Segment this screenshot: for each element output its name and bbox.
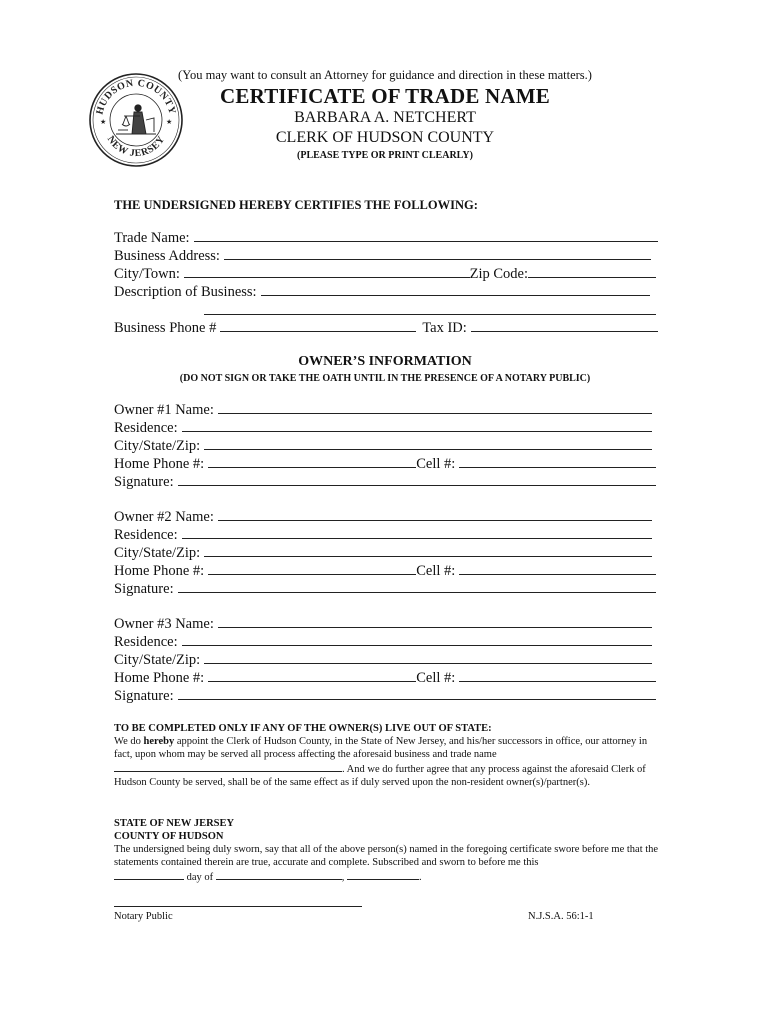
owners-heading: OWNER’S INFORMATION: [298, 354, 472, 369]
business-address-field[interactable]: [224, 246, 651, 260]
oath-day-blank[interactable]: [114, 869, 184, 880]
trade-name-row: [114, 228, 658, 246]
description-row: [114, 282, 650, 300]
hereby-emphasis: hereby: [143, 736, 175, 747]
owner-1-cell-label: Cell #:: [416, 456, 456, 472]
business-address-row: [114, 246, 651, 264]
owner-3-signature-label: Signature:: [114, 688, 174, 704]
svg-text:★: ★: [100, 118, 107, 126]
owner-1-residence-field[interactable]: [182, 418, 652, 432]
description-field[interactable]: [261, 282, 650, 296]
owner-3-signature-row: [114, 686, 656, 704]
business-phone-field[interactable]: [220, 318, 416, 332]
business-address-label: Business Address:: [114, 248, 220, 264]
clerk-title: CLERK OF HUDSON COUNTY: [275, 129, 495, 146]
owner-2-home-phone-label: Home Phone #:: [114, 563, 205, 579]
owner-3-cell-label: Cell #:: [416, 670, 456, 686]
oath-state: STATE OF NEW JERSEY: [114, 818, 235, 829]
oath-date-line: [114, 869, 660, 884]
print-instruction: (PLEASE TYPE OR PRINT CLEARLY): [297, 150, 473, 161]
owner-3-residence-label: Residence:: [114, 634, 178, 650]
owner-2-cell-label: Cell #:: [416, 563, 456, 579]
oath-day-of: day of: [184, 872, 216, 883]
owner-3-home-phone-label: Home Phone #:: [114, 670, 205, 686]
owner-1-name-label: Owner #1 Name:: [114, 402, 214, 418]
owner-3-name-field[interactable]: [218, 614, 652, 628]
zip-code-label: Zip Code:: [469, 266, 528, 282]
phone-tax-row: [114, 318, 658, 336]
owner-3-residence-field[interactable]: [182, 632, 652, 646]
owner-2-cell-field[interactable]: [459, 561, 656, 575]
oath-county: COUNTY OF HUDSON: [114, 831, 224, 842]
owner-2-residence-row: [114, 525, 652, 543]
description-field-line-2[interactable]: [204, 314, 656, 315]
owner-3-cell-field[interactable]: [459, 668, 656, 682]
owner-1-signature-field[interactable]: [178, 472, 656, 486]
tax-id-field[interactable]: [471, 318, 658, 332]
oath-period: .: [419, 872, 422, 883]
owner-2-city-field[interactable]: [204, 543, 652, 557]
notary-warning: (DO NOT SIGN OR TAKE THE OATH UNTIL IN THE PRESENCE OF A NOTARY PUBLIC): [179, 373, 591, 384]
owner-1-residence-label: Residence:: [114, 420, 178, 436]
out-of-state-text: [114, 735, 660, 789]
owner-2-home-phone-field[interactable]: [208, 561, 416, 575]
city-zip-row: [114, 264, 656, 282]
trade-name-blank[interactable]: [114, 761, 342, 772]
owner-3-city-field[interactable]: [204, 650, 652, 664]
owner-1-name-row: [114, 400, 652, 418]
owner-2-city-label: City/State/Zip:: [114, 545, 201, 561]
owner-3-signature-field[interactable]: [178, 686, 656, 700]
owner-2-signature-field[interactable]: [178, 579, 656, 593]
oath-year-blank[interactable]: [347, 869, 419, 880]
description-label: Description of Business:: [114, 284, 257, 300]
clerk-name: BARBARA A. NETCHERT: [294, 109, 476, 126]
notary-public-label: Notary Public: [114, 911, 173, 922]
owner-2-city-row: [114, 543, 652, 561]
seal-bottom-text: NEW JERSEY: [104, 134, 168, 160]
owner-1-cell-field[interactable]: [459, 454, 656, 468]
owner-3-home-phone-field[interactable]: [208, 668, 416, 682]
oath-text: The undersigned being duly sworn, say that all of the above person(s) named in the foregoing certificate swore before me that the statements contained therein are true, accurate and complete. Subscribed and sworn to before me this: [114, 844, 659, 868]
out-of-state-text-part-1: We do: [114, 736, 144, 747]
owner-1-name-field[interactable]: [218, 400, 652, 414]
notary-signature-line[interactable]: [114, 906, 362, 907]
oath-section: [114, 817, 660, 884]
owner-2-residence-field[interactable]: [182, 525, 652, 539]
owner-1-city-row: [114, 436, 652, 454]
owner-1-home-phone-field[interactable]: [208, 454, 416, 468]
consult-attorney-note: (You may want to consult an Attorney for guidance and direction in these matters.): [178, 68, 592, 82]
owner-1-signature-label: Signature:: [114, 474, 174, 490]
owner-3-name-label: Owner #3 Name:: [114, 616, 214, 632]
owner-3-phone-row: [114, 668, 656, 686]
svg-text:★: ★: [166, 118, 173, 126]
owner-1-home-phone-label: Home Phone #:: [114, 456, 205, 472]
out-of-state-section: [114, 722, 660, 789]
owner-2-residence-label: Residence:: [114, 527, 178, 543]
city-town-label: City/Town:: [114, 266, 180, 282]
owner-1-phone-row: [114, 454, 656, 472]
owner-3-name-row: [114, 614, 652, 632]
trade-name-label: Trade Name:: [114, 230, 190, 246]
owner-2-name-row: [114, 507, 652, 525]
business-phone-label: Business Phone #: [114, 320, 217, 336]
zip-code-field[interactable]: [528, 264, 656, 278]
city-town-field[interactable]: [184, 264, 470, 278]
oath-comma: ,: [341, 872, 348, 883]
owner-1-city-field[interactable]: [204, 436, 652, 450]
seal-top-text: HUDSON COUNTY: [94, 77, 178, 116]
owner-2-name-label: Owner #2 Name:: [114, 509, 214, 525]
owner-3-city-row: [114, 650, 652, 668]
owner-2-signature-label: Signature:: [114, 581, 174, 597]
owner-1-signature-row: [114, 472, 656, 490]
out-of-state-text-part-2: appoint the Clerk of Hudson County, in the State of New Jersey, and his/her successors in office, our attorney in fact, upon whom may be served all process affecting the aforesaid business and trade name: [114, 736, 648, 760]
oath-month-blank[interactable]: [216, 869, 342, 880]
certify-heading: THE UNDERSIGNED HEREBY CERTIFIES THE FOLLOWING:: [114, 198, 478, 212]
owner-2-phone-row: [114, 561, 656, 579]
tax-id-label: Tax ID:: [422, 320, 467, 336]
page-title: CERTIFICATE OF TRADE NAME: [220, 84, 550, 108]
owner-2-name-field[interactable]: [218, 507, 652, 521]
statute-reference: N.J.S.A. 56:1-1: [528, 911, 594, 922]
owner-3-city-label: City/State/Zip:: [114, 652, 201, 668]
out-of-state-text-part-3: . And we do further agree that any process against the aforesaid Clerk of Hudson County be served, shall be of the same effect as if duly served upon the non-resident owner(s)/partner(s).: [114, 764, 646, 788]
owner-3-residence-row: [114, 632, 652, 650]
owner-1-residence-row: [114, 418, 652, 436]
trade-name-field[interactable]: [194, 228, 658, 242]
owner-1-city-label: City/State/Zip:: [114, 438, 201, 454]
owner-2-signature-row: [114, 579, 656, 597]
out-of-state-heading: TO BE COMPLETED ONLY IF ANY OF THE OWNER(S) LIVE OUT OF STATE:: [114, 723, 492, 734]
